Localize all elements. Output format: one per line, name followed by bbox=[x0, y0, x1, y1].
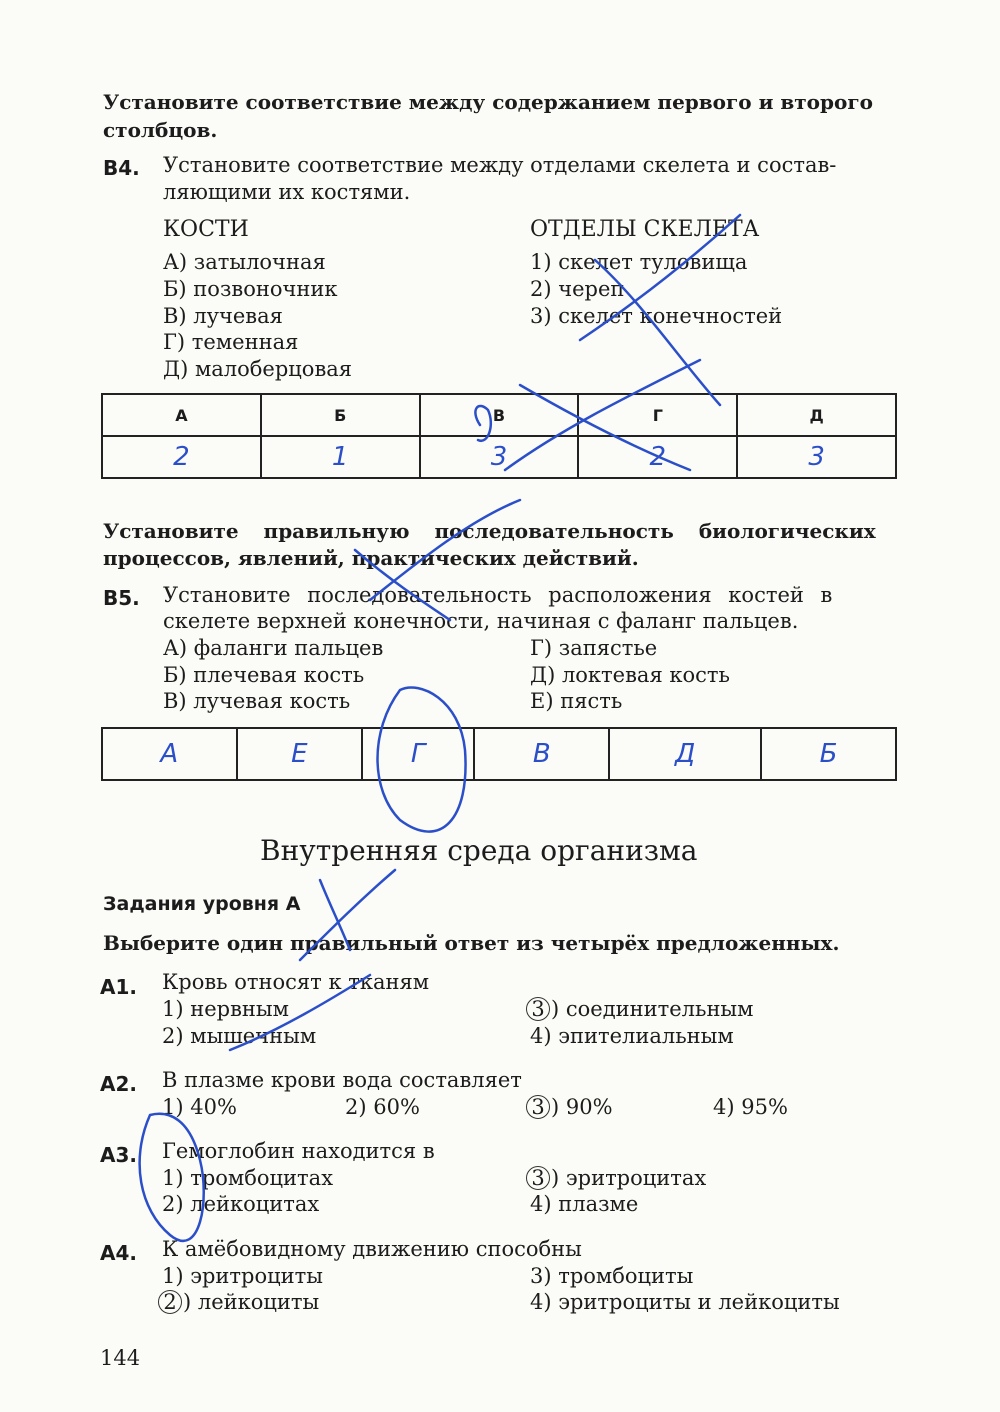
a2-question: В плазме крови вода составляет bbox=[162, 1068, 522, 1092]
section-option-2: 2) череп bbox=[530, 277, 625, 301]
b4-header-d: Д bbox=[737, 394, 896, 436]
a1-selected-circle: 3 bbox=[526, 997, 550, 1021]
b5-label: B5. bbox=[103, 586, 140, 610]
b4-header-g: Г bbox=[578, 394, 737, 436]
b5-answer-table bbox=[101, 727, 897, 781]
b5-option-g: Г) запястье bbox=[530, 636, 658, 660]
b4-question-line2: ляющими их костями. bbox=[163, 180, 411, 204]
a3-option-2[interactable]: 2) лейкоцитах bbox=[162, 1192, 320, 1216]
a2-option-3[interactable]: 3 ) 90% bbox=[530, 1095, 613, 1119]
b4-answer-b[interactable]: 1 bbox=[261, 436, 420, 478]
b5-answer-1[interactable]: А bbox=[102, 728, 237, 780]
bones-header: КОСТИ bbox=[163, 217, 249, 242]
sequence-instruction-line1: Установите правильную последовательность биологических bbox=[103, 519, 876, 543]
level-a-heading: Задания уровня А bbox=[103, 893, 301, 915]
b5-option-d: Д) локтевая кость bbox=[530, 663, 730, 687]
a3-question: Гемоглобин находится в bbox=[162, 1139, 435, 1163]
b4-answer-v[interactable]: 3 bbox=[420, 436, 579, 478]
section-option-1: 1) скелет туловища bbox=[530, 250, 748, 274]
a1-option-4[interactable]: 4) эпителиальным bbox=[530, 1024, 734, 1048]
a4-option-4[interactable]: 4) эритроциты и лейкоциты bbox=[530, 1290, 840, 1314]
a4-label: A4. bbox=[100, 1241, 137, 1265]
match-instruction: Установите соответствие между содержанием первого и второго столбцов. bbox=[103, 90, 873, 142]
bone-option-a: А) затылочная bbox=[163, 250, 326, 274]
b5-answer-6[interactable]: Б bbox=[761, 728, 896, 780]
b4-header-b: Б bbox=[261, 394, 420, 436]
a1-option-2[interactable]: 2) мышечным bbox=[162, 1024, 317, 1048]
b4-answer-d[interactable]: 3 bbox=[737, 436, 896, 478]
level-a-instruction: Выберите один правильный ответ из четырёх предложенных. bbox=[103, 931, 840, 955]
a4-option-1[interactable]: 1) эритроциты bbox=[162, 1264, 323, 1288]
a2-option-4[interactable]: 4) 95% bbox=[713, 1095, 788, 1119]
a4-option-3[interactable]: 3) тромбоциты bbox=[530, 1264, 694, 1288]
b4-header-a: А bbox=[102, 394, 261, 436]
b5-answer-3[interactable]: Г bbox=[362, 728, 474, 780]
a2-selected-circle: 3 bbox=[526, 1095, 550, 1119]
sequence-instruction-line2: процессов, явлений, практических действий. bbox=[103, 546, 639, 570]
a3-option-4[interactable]: 4) плазме bbox=[530, 1192, 639, 1216]
a3-selected-circle: 3 bbox=[526, 1166, 550, 1190]
b4-answer-table bbox=[101, 393, 897, 479]
bone-option-b: Б) позвоночник bbox=[163, 277, 338, 301]
a1-question: Кровь относят к тканям bbox=[162, 970, 430, 994]
a4-selected-circle: 2 bbox=[158, 1290, 182, 1314]
a2-option-1[interactable]: 1) 40% bbox=[162, 1095, 237, 1119]
a1-label: A1. bbox=[100, 975, 137, 999]
b5-question-line1: Установите последовательность расположения костей в bbox=[163, 583, 833, 607]
b5-option-a: А) фаланги пальцев bbox=[163, 636, 384, 660]
bone-option-d: Д) малоберцовая bbox=[163, 357, 353, 381]
b5-option-e: Е) пясть bbox=[530, 689, 623, 713]
b5-answer-5[interactable]: Д bbox=[609, 728, 761, 780]
bone-option-v: В) лучевая bbox=[163, 304, 283, 328]
chapter-title: Внутренняя среда организма bbox=[260, 834, 698, 867]
a4-question: К амёбовидному движению способны bbox=[162, 1237, 582, 1261]
b5-option-v: В) лучевая кость bbox=[163, 689, 351, 713]
section-option-3: 3) скелет конечностей bbox=[530, 304, 783, 328]
a3-option-1[interactable]: 1) тромбоцитах bbox=[162, 1166, 334, 1190]
a1-option-3[interactable]: 3 ) соединительным bbox=[530, 997, 753, 1021]
b5-answer-2[interactable]: Е bbox=[237, 728, 362, 780]
b4-label: B4. bbox=[103, 156, 140, 180]
a2-option-2[interactable]: 2) 60% bbox=[345, 1095, 420, 1119]
a4-option-2[interactable]: 2 ) лейкоциты bbox=[162, 1290, 319, 1314]
a2-label: A2. bbox=[100, 1072, 137, 1096]
b5-option-b: Б) плечевая кость bbox=[163, 663, 365, 687]
b4-answer-g[interactable]: 2 bbox=[578, 436, 737, 478]
b5-question-line2: скелете верхней конечности, начиная с фаланг пальцев. bbox=[163, 609, 799, 633]
b4-question-line1: Установите соответствие между отделами скелета и состав- bbox=[163, 153, 837, 177]
b4-header-v: В bbox=[420, 394, 579, 436]
a3-label: A3. bbox=[100, 1143, 137, 1167]
b5-answer-4[interactable]: В bbox=[474, 728, 609, 780]
a1-option-1[interactable]: 1) нервным bbox=[162, 997, 289, 1021]
b4-answer-a[interactable]: 2 bbox=[102, 436, 261, 478]
bone-option-g: Г) теменная bbox=[163, 330, 299, 354]
a3-option-3[interactable]: 3 ) эритроцитах bbox=[530, 1166, 706, 1190]
page-number: 144 bbox=[100, 1346, 141, 1370]
skeleton-sections-header: ОТДЕЛЫ СКЕЛЕТА bbox=[530, 217, 760, 242]
